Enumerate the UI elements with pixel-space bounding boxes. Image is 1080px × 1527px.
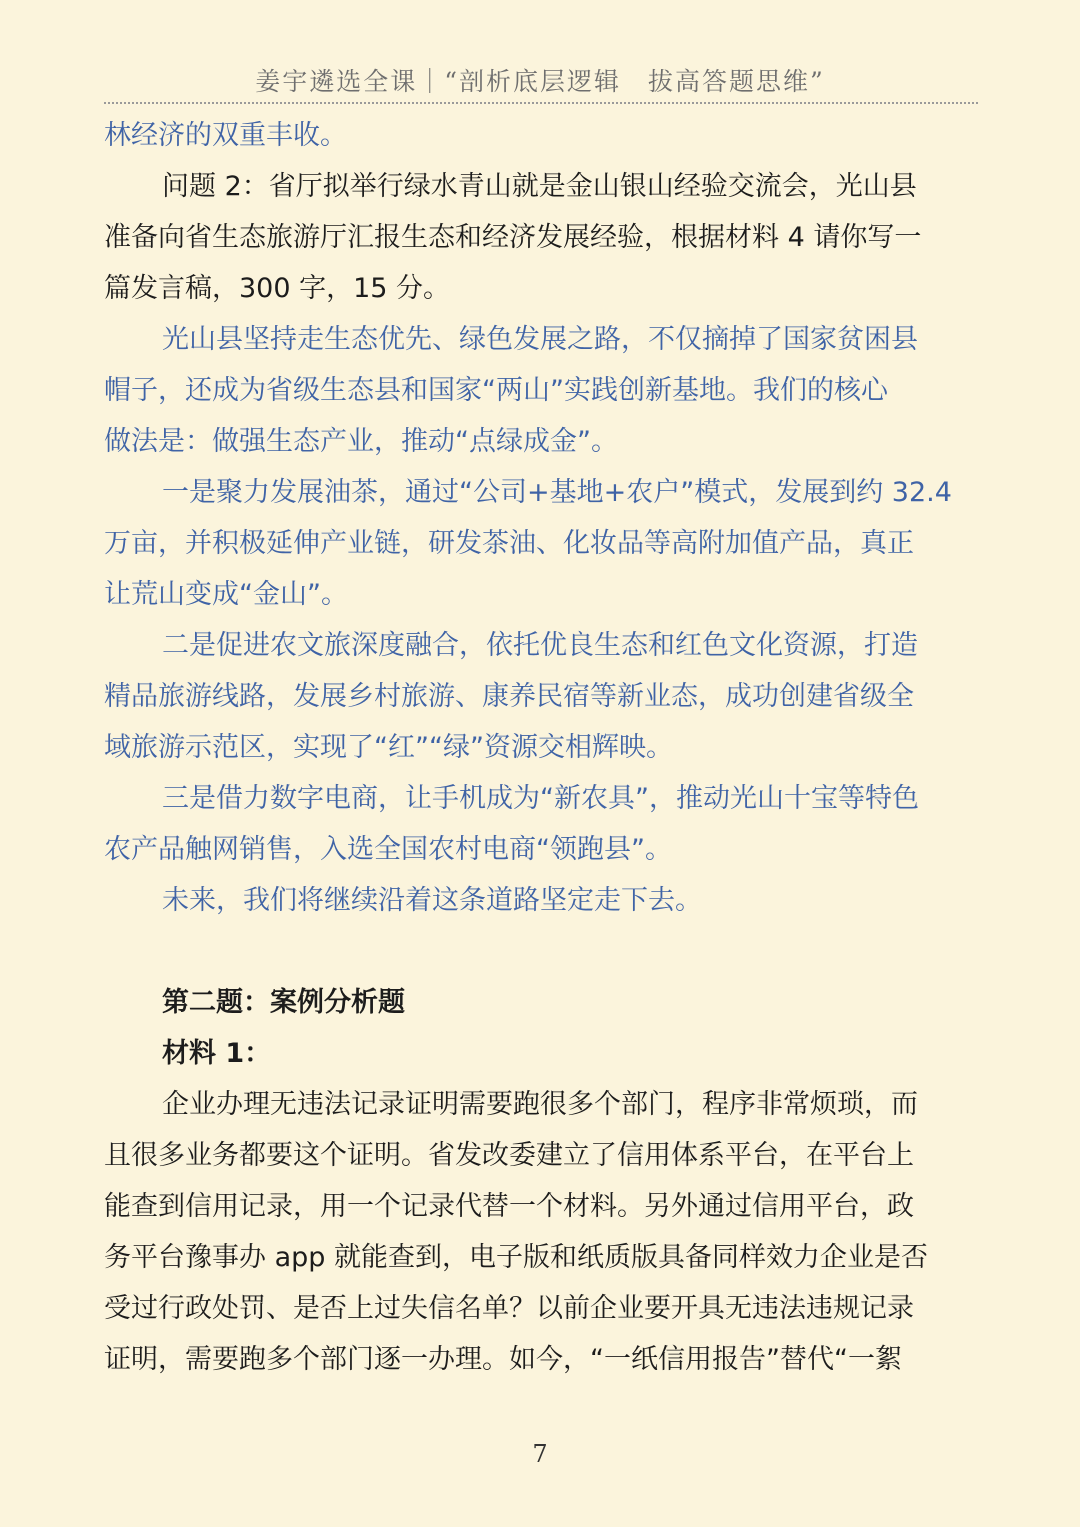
answer2-point2-line: 精品旅游线路，发展乡村旅游、康养民宿等新业态，成功创建省级全 [104,681,914,712]
material1-line: 能查到信用记录，用一个记录代替一个材料。另外通过信用平台，政 [104,1191,914,1222]
material1-label: 材料 1： [162,1038,272,1069]
material1-line: 证明，需要跑多个部门逐一办理。如今，“一纸信用报告”替代“一絮 [104,1344,902,1375]
answer2-point1-line: 万亩，并积极延伸产业链，研发茶油、化妆品等高附加值产品，真正 [104,528,914,559]
material1-line: 企业办理无违法记录证明需要跑很多个部门，程序非常烦琐，而 [162,1089,918,1120]
answer1-tail-line: 林经济的双重丰收。 [104,120,347,151]
section2-title: 第二题：案例分析题 [162,987,405,1018]
answer2-point2-line: 域旅游示范区，实现了“红”“绿”资源交相辉映。 [104,732,673,763]
question2-line: 准备向省生态旅游厅汇报生态和经济发展经验，根据材料 4 请你写一 [104,222,922,253]
answer2-point1-line: 一是聚力发展油茶，通过“公司+基地+农户”模式，发展到约 32.4 [162,477,952,508]
question2-line: 篇发言稿，300 字，15 分。 [104,273,451,304]
page-header: 姜宇遴选全课｜“剖析底层逻辑 拔高答题思维” [255,67,825,96]
answer2-intro-line: 帽子，还成为省级生态县和国家“两山”实践创新基地。我们的核心 [104,375,888,406]
answer2-intro-line: 做法是：做强生态产业，推动“点绿成金”。 [104,426,618,457]
question2-line: 问题 2：省厅拟举行绿水青山就是金山银山经验交流会，光山县 [162,171,917,202]
header-divider [104,102,978,104]
blank-spacer [104,926,978,977]
answer2-point3-line: 三是借力数字电商，让手机成为“新农具”，推动光山十宝等特色 [162,783,919,814]
material1-line: 务平台豫事办 app 就能查到，电子版和纸质版具备同样效力企业是否 [104,1242,928,1273]
answer2-point2-line: 二是促进农文旅深度融合，依托优良生态和红色文化资源，打造 [162,630,918,661]
answer2-closing-line: 未来，我们将继续沿着这条道路坚定走下去。 [162,885,702,916]
page-content [104,110,978,1385]
page-number: 7 [532,1440,548,1468]
answer2-intro-line: 光山县坚持走生态优先、绿色发展之路，不仅摘掉了国家贫困县 [162,324,918,355]
answer2-point3-line: 农产品触网销售，入选全国农村电商“领跑县”。 [104,834,672,865]
answer2-point1-line: 让荒山变成“金山”。 [104,579,348,610]
material1-line: 且很多业务都要这个证明。省发改委建立了信用体系平台，在平台上 [104,1140,914,1171]
material1-line: 受过行政处罚、是否上过失信名单？以前企业要开具无违法违规记录 [104,1293,914,1324]
